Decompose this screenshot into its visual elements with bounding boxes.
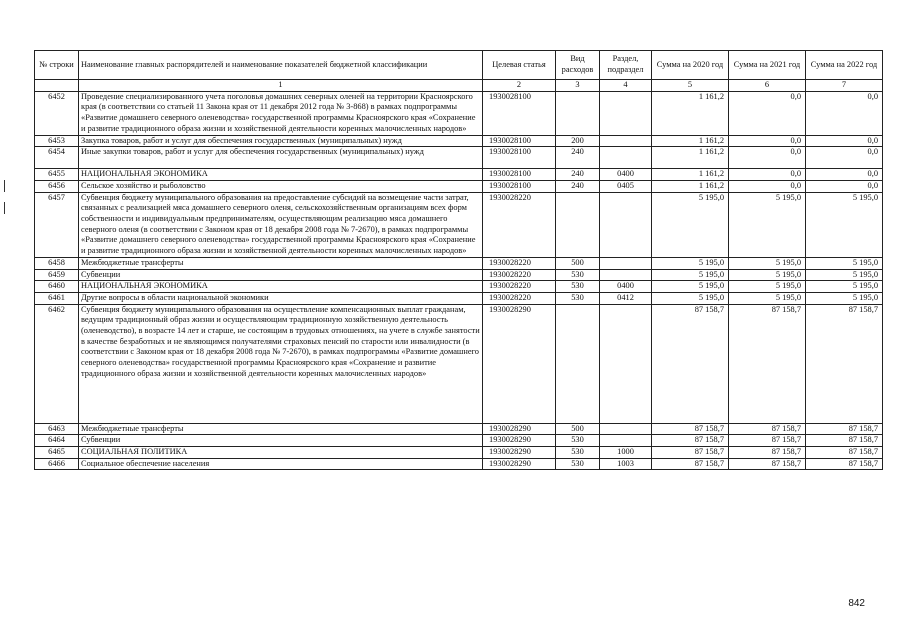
cell-sum-2020: 1 161,2 [652,180,729,192]
cell-sum-2020: 5 195,0 [652,281,729,293]
cell-expense-type [556,91,600,135]
cell-sum-2021: 0,0 [729,147,806,169]
cell-sum-2020: 1 161,2 [652,169,729,181]
cell-section [600,435,652,447]
cell-target-article: 1930028290 [483,458,556,470]
cell-sum-2022: 5 195,0 [806,269,883,281]
cell-sum-2020: 87 158,7 [652,304,729,423]
cell-sum-2020: 87 158,7 [652,435,729,447]
table-body [35,91,883,470]
cell-sum-2021: 5 195,0 [729,257,806,269]
table-row [35,281,883,293]
header-sum-2020: Сумма на 2020 год [652,51,729,80]
cell-sum-2021: 87 158,7 [729,304,806,423]
cell-expense-type: 240 [556,180,600,192]
cell-row-number: 6457 [35,192,79,257]
cell-name: Закупка товаров, работ и услуг для обеспечения государственных (муниципальных) нужд [79,135,483,147]
cell-expense-type: 500 [556,423,600,435]
cell-name: Иные закупки товаров, работ и услуг для обеспечения государственных (муниципальных) нужд [79,147,483,169]
cell-name: Субвенция бюджету муниципального образования на осуществление компенсационных выплат гражданам, ведущим традиционный образ жизни и осуществляющим традиционную хозяйственную деятельность (оленеводство), в возрасте 14 лет и старше, не состоящим в трудовых отношениях, на учете в службе занятости в качестве безработных и не являющимся получателями страховых пенсий по старости или инвалидности (в соответствии с Законом края от 18 декабря 2008 года № 7-2670), в рамках подпрограммы «Развитие домашнего северного оленеводства» государственной программы Красноярского края «Сохранение и развитие традиционного образа жизни и хозяйственной деятельности коренных малочисленных народов» [79,304,483,423]
cell-expense-type: 240 [556,147,600,169]
cell-section [600,91,652,135]
column-number-cell: 5 [652,80,729,92]
column-number-cell: 1 [79,80,483,92]
table-row [35,180,883,192]
table-row [35,304,883,423]
cell-target-article: 1930028100 [483,169,556,181]
table-row [35,147,883,169]
cell-sum-2021: 0,0 [729,180,806,192]
cell-section [600,147,652,169]
cell-sum-2022: 87 158,7 [806,304,883,423]
cell-row-number: 6461 [35,292,79,304]
cell-section: 1003 [600,458,652,470]
cell-expense-type: 530 [556,281,600,293]
header-row-number: № строки [35,51,79,80]
cell-row-number: 6459 [35,269,79,281]
cell-name: Субвенции [79,435,483,447]
cell-name: Сельское хозяйство и рыболовство [79,180,483,192]
cell-sum-2021: 5 195,0 [729,192,806,257]
table-header-row [35,51,883,80]
cell-sum-2021: 87 158,7 [729,458,806,470]
cell-sum-2021: 87 158,7 [729,435,806,447]
cell-name: НАЦИОНАЛЬНАЯ ЭКОНОМИКА [79,281,483,293]
cell-sum-2022: 5 195,0 [806,281,883,293]
cell-row-number: 6454 [35,147,79,169]
cell-sum-2022: 5 195,0 [806,257,883,269]
cell-sum-2020: 87 158,7 [652,447,729,459]
cell-name: Проведение специализированного учета поголовья домашних северных оленей на территории Красноярского края (в соответствии со статьей 11 Закона края от 11 декабря 2012 года № 3-868) в рамках подпрограммы «Развитие домашнего северного оленеводства» государственной программы Красноярского края «Сохранение и развитие традиционного образа жизни и хозяйственной деятельности коренных малочисленных народов» [79,91,483,135]
cell-expense-type: 530 [556,458,600,470]
cell-sum-2022: 0,0 [806,135,883,147]
cell-section: 0400 [600,281,652,293]
cell-sum-2021: 5 195,0 [729,292,806,304]
cell-expense-type: 200 [556,135,600,147]
cell-section: 0412 [600,292,652,304]
cell-section: 0400 [600,169,652,181]
cell-target-article: 1930028220 [483,281,556,293]
cell-target-article: 1930028220 [483,269,556,281]
budget-table [34,50,883,470]
cell-expense-type: 530 [556,435,600,447]
cell-row-number: 6462 [35,304,79,423]
cell-sum-2020: 87 158,7 [652,458,729,470]
cell-section [600,423,652,435]
cell-name: Субвенции [79,269,483,281]
cell-expense-type: 530 [556,292,600,304]
cell-section [600,192,652,257]
cell-section [600,257,652,269]
cell-section [600,304,652,423]
cell-name: СОЦИАЛЬНАЯ ПОЛИТИКА [79,447,483,459]
cell-name: Межбюджетные трансферты [79,423,483,435]
cell-row-number: 6456 [35,180,79,192]
cell-section [600,135,652,147]
header-sum-2021: Сумма на 2021 год [729,51,806,80]
column-number-cell [35,80,79,92]
cell-row-number: 6466 [35,458,79,470]
cell-name: Межбюджетные трансферты [79,257,483,269]
cell-sum-2020: 87 158,7 [652,423,729,435]
cell-sum-2021: 0,0 [729,91,806,135]
column-number-cell: 7 [806,80,883,92]
cell-sum-2020: 5 195,0 [652,192,729,257]
cell-name: Социальное обеспечение населения [79,458,483,470]
cell-row-number: 6463 [35,423,79,435]
cell-sum-2022: 5 195,0 [806,292,883,304]
cell-target-article: 1930028290 [483,304,556,423]
cell-row-number: 6453 [35,135,79,147]
cell-name: Субвенция бюджету муниципального образования на предоставление субсидий на возмещение части затрат, связанных с реализацией мяса домашнего северного оленя, сельскохозяйственным организациям всех форм собственности и индивидуальным предпринимателям, осуществляющим реализацию мяса домашнего северного оленя (в соответствии с Законом края от 18 декабря 2008 года № 7-2670), в рамках подпрограммы «Развитие домашнего северного оленеводства» государственной программы Красноярского края «Сохранение и развитие традиционного образа жизни и хозяйственной деятельности коренных малочисленных народов» [79,192,483,257]
cell-sum-2021: 0,0 [729,169,806,181]
table-row [35,423,883,435]
cell-target-article: 1930028100 [483,147,556,169]
cell-expense-type: 530 [556,269,600,281]
cell-section: 1000 [600,447,652,459]
column-number-cell: 2 [483,80,556,92]
cell-sum-2021: 87 158,7 [729,423,806,435]
cell-target-article: 1930028220 [483,257,556,269]
column-number-cell: 4 [600,80,652,92]
cell-sum-2022: 0,0 [806,91,883,135]
cell-section: 0405 [600,180,652,192]
column-number-cell: 6 [729,80,806,92]
table-row [35,135,883,147]
cell-expense-type [556,192,600,257]
cell-target-article: 1930028220 [483,292,556,304]
margin-mark [4,202,5,214]
table-row [35,435,883,447]
cell-sum-2021: 0,0 [729,135,806,147]
cell-sum-2022: 87 158,7 [806,435,883,447]
cell-target-article: 1930028290 [483,435,556,447]
cell-expense-type: 530 [556,447,600,459]
cell-sum-2022: 5 195,0 [806,192,883,257]
cell-sum-2022: 87 158,7 [806,447,883,459]
table-row [35,458,883,470]
margin-mark [4,180,5,192]
cell-sum-2022: 87 158,7 [806,458,883,470]
cell-sum-2022: 0,0 [806,147,883,169]
cell-target-article: 1930028100 [483,180,556,192]
table-row [35,257,883,269]
header-section: Раздел, подраздел [600,51,652,80]
cell-sum-2022: 0,0 [806,169,883,181]
cell-expense-type: 240 [556,169,600,181]
cell-row-number: 6464 [35,435,79,447]
cell-sum-2021: 5 195,0 [729,281,806,293]
cell-sum-2021: 5 195,0 [729,269,806,281]
table-row [35,192,883,257]
cell-sum-2021: 87 158,7 [729,447,806,459]
cell-name: НАЦИОНАЛЬНАЯ ЭКОНОМИКА [79,169,483,181]
cell-target-article: 1930028220 [483,192,556,257]
column-number-cell: 3 [556,80,600,92]
cell-target-article: 1930028100 [483,135,556,147]
header-sum-2022: Сумма на 2022 год [806,51,883,80]
cell-sum-2020: 5 195,0 [652,292,729,304]
table-row [35,292,883,304]
table-row [35,91,883,135]
cell-sum-2020: 1 161,2 [652,91,729,135]
cell-section [600,269,652,281]
header-expense-type: Вид расходов [556,51,600,80]
cell-target-article: 1930028290 [483,423,556,435]
header-name: Наименование главных распорядителей и наименование показателей бюджетной классификации [79,51,483,80]
column-number-row [35,80,883,92]
page-number: 842 [848,598,865,609]
table-row [35,169,883,181]
cell-expense-type [556,304,600,423]
cell-target-article: 1930028100 [483,91,556,135]
cell-row-number: 6465 [35,447,79,459]
table-row [35,447,883,459]
cell-sum-2020: 1 161,2 [652,135,729,147]
cell-row-number: 6460 [35,281,79,293]
cell-row-number: 6452 [35,91,79,135]
cell-sum-2020: 5 195,0 [652,269,729,281]
table-row [35,269,883,281]
cell-row-number: 6455 [35,169,79,181]
cell-sum-2022: 0,0 [806,180,883,192]
cell-name: Другие вопросы в области национальной экономики [79,292,483,304]
cell-expense-type: 500 [556,257,600,269]
cell-sum-2022: 87 158,7 [806,423,883,435]
cell-row-number: 6458 [35,257,79,269]
cell-sum-2020: 5 195,0 [652,257,729,269]
header-target-article: Целевая статья [483,51,556,80]
cell-target-article: 1930028290 [483,447,556,459]
cell-sum-2020: 1 161,2 [652,147,729,169]
